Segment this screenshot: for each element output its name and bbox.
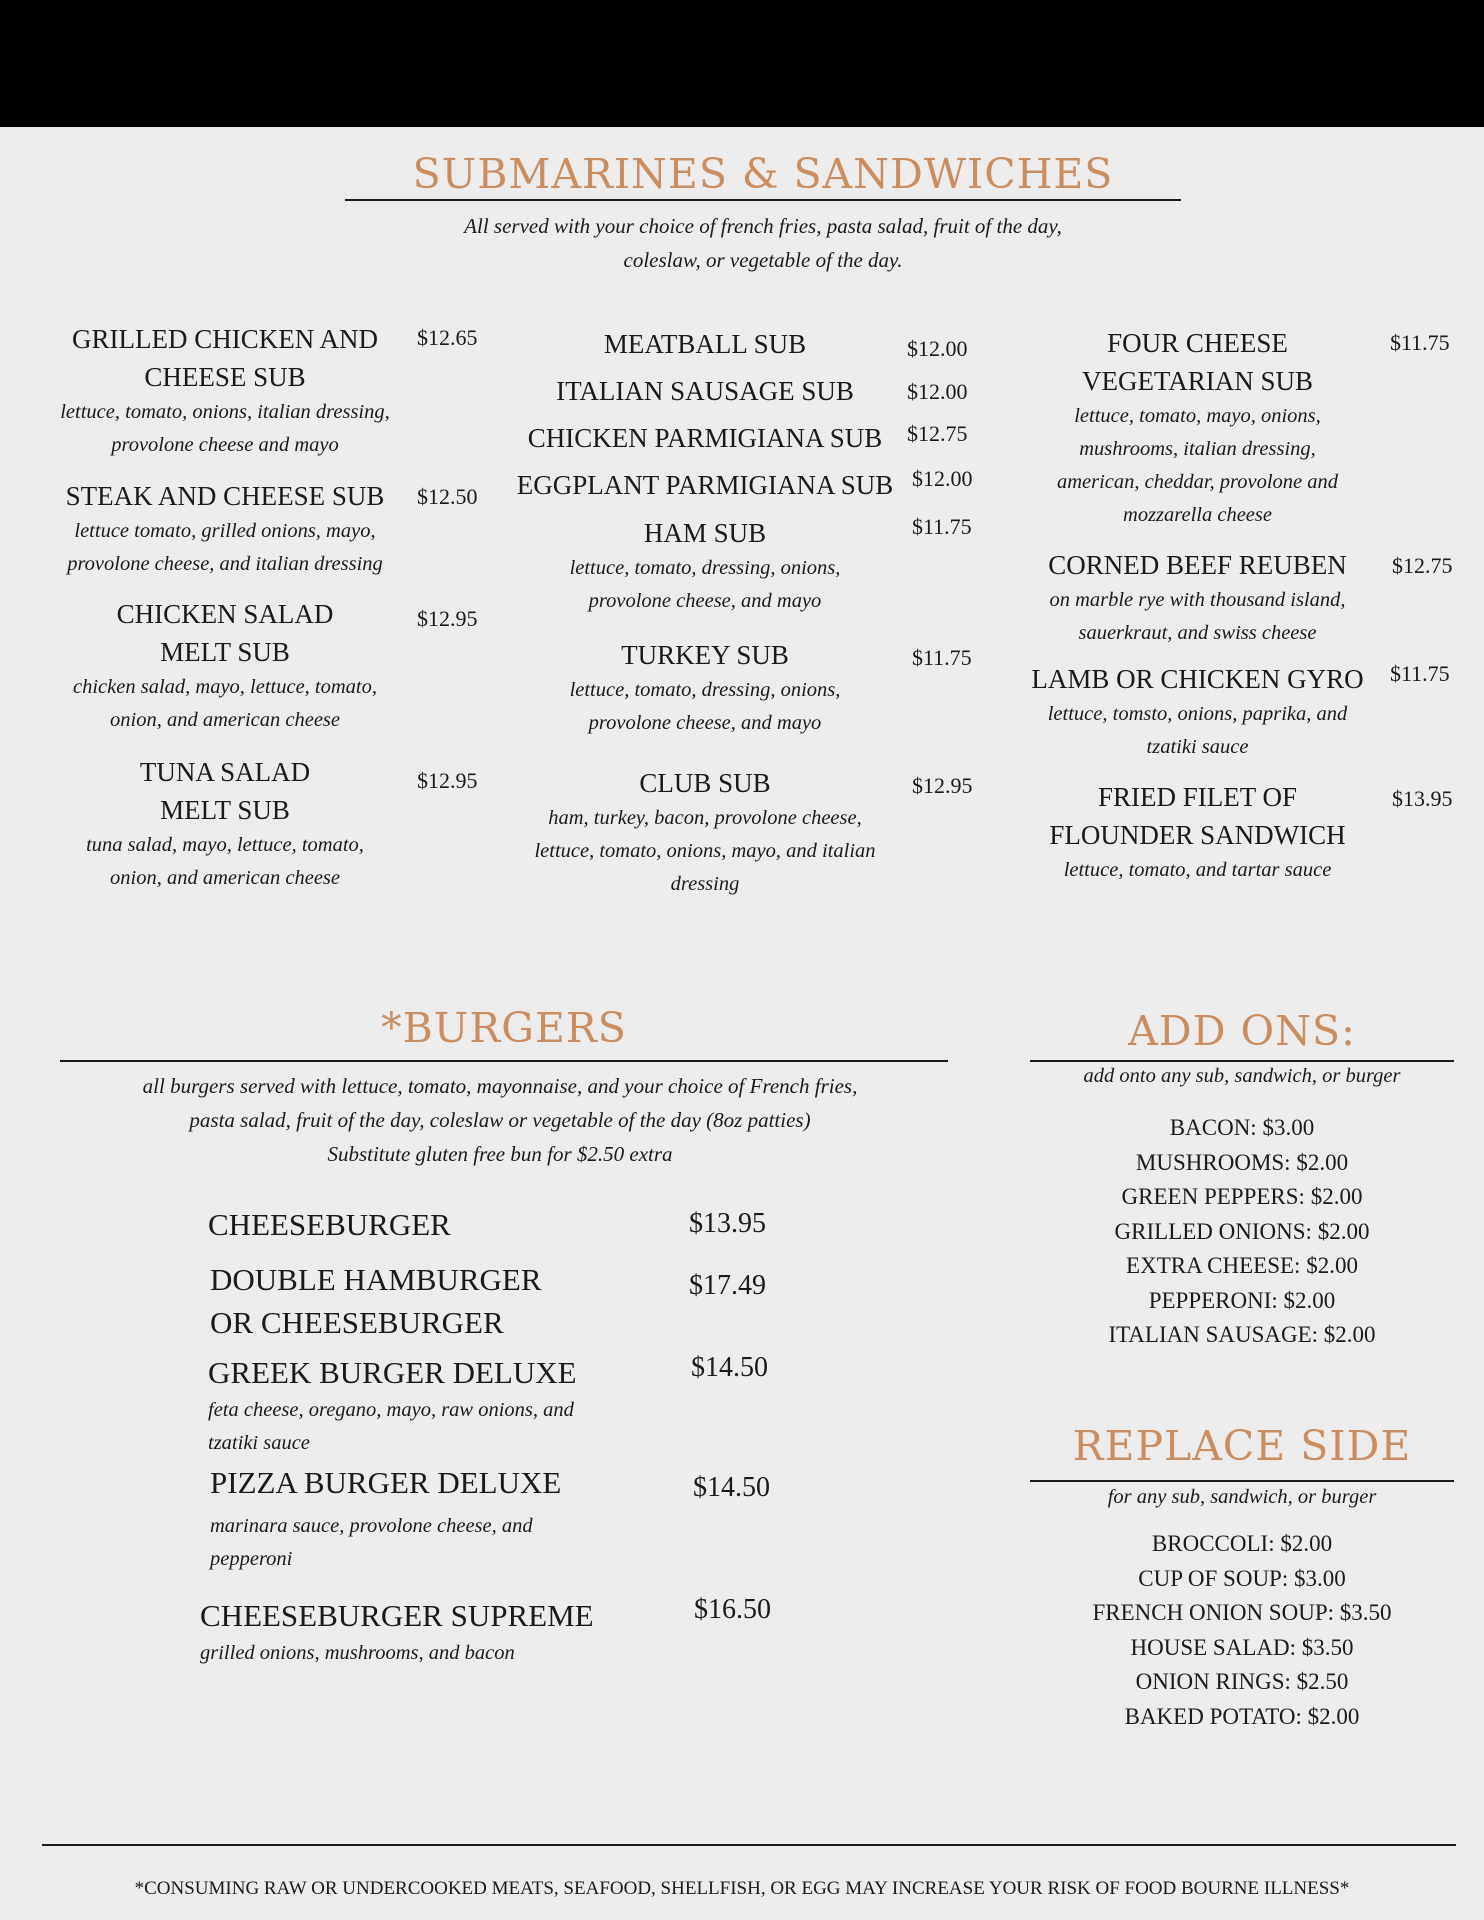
replace-item: HOUSE SALAD: $3.50	[1130, 1634, 1354, 1660]
addon-item: MUSHROOMS: $2.00	[1135, 1149, 1349, 1175]
item-name: FRIED FILET OF FLOUNDER SANDWICH	[1049, 782, 1346, 850]
replace-heading-wrap	[1030, 1422, 1454, 1470]
item-price: $12.50	[417, 484, 478, 509]
addon-item: PEPPERONI: $2.00	[1148, 1287, 1336, 1313]
burgers-heading: *BURGERS	[381, 1004, 627, 1052]
subs-heading-rule	[345, 199, 1181, 201]
item-description: lettuce, tomato, onions, italian dressing, provolone cheese and mayo	[60, 401, 390, 456]
item-description: lettuce, tomato, dressing, onions, provolone cheese, and mayo	[569, 679, 841, 734]
addon-item: ITALIAN SAUSAGE: $2.00	[1108, 1322, 1376, 1347]
menu-item	[505, 764, 905, 901]
menu-item	[30, 753, 420, 895]
item-name: CHICKEN PARMIGIANA SUB	[527, 423, 883, 453]
item-price: $12.95	[417, 606, 478, 631]
menu-item	[505, 466, 905, 504]
item-price: $12.75	[907, 421, 968, 446]
addon-item: EXTRA CHEESE: $2.00	[1126, 1253, 1358, 1278]
replace-heading: REPLACE SIDE	[1072, 1422, 1412, 1470]
subs-section-heading-wrap	[345, 150, 1181, 198]
item-price: $12.00	[907, 336, 968, 361]
item-price: $11.75	[912, 514, 972, 539]
burgers-intro: all burgers served with lettuce, tomato, mayonnaise, and your choice of French fries, pasta salad, fruit of the day, coleslaw or vegetable of the day (8oz patties) Substitute gluten free bun for $2.50 extra	[142, 1074, 858, 1166]
item-name: PIZZA BURGER DELUXE	[210, 1465, 562, 1500]
item-price: $14.50	[691, 1352, 768, 1383]
item-price: $12.65	[417, 325, 478, 350]
addons-heading-wrap	[1030, 1007, 1454, 1055]
burger-item	[210, 1258, 690, 1344]
item-name: STEAK AND CHEESE SUB	[65, 481, 385, 511]
replace-item: BAKED POTATO: $2.00	[1124, 1703, 1360, 1729]
item-price: $12.95	[912, 773, 973, 798]
burger-item	[210, 1461, 690, 1576]
item-description: chicken salad, mayo, lettuce, tomato, onion, and american cheese	[73, 676, 377, 731]
menu-item	[30, 320, 420, 462]
item-name: TUNA SALAD MELT SUB	[139, 757, 311, 825]
item-name: GRILLED CHICKEN AND CHEESE SUB	[72, 324, 378, 392]
addon-item: GREEN PEPPERS: $2.00	[1121, 1184, 1363, 1209]
item-description: lettuce, tomsto, onions, paprika, and tzatiki sauce	[1047, 703, 1348, 758]
item-name: CHEESEBURGER SUPREME	[200, 1598, 594, 1633]
item-description: lettuce, tomato, and tartar sauce	[1063, 859, 1332, 881]
item-name: GREEK BURGER DELUXE	[208, 1355, 577, 1390]
item-price: $14.50	[693, 1472, 770, 1503]
replace-item: FRENCH ONION SOUP: $3.50	[1092, 1600, 1392, 1625]
menu-item	[30, 595, 420, 737]
replace-list	[1030, 1527, 1454, 1734]
footer-rule	[42, 1844, 1456, 1846]
item-name: MEATBALL SUB	[603, 329, 807, 359]
addons-list	[1030, 1111, 1454, 1353]
item-description: lettuce tomato, grilled onions, mayo, provolone cheese, and italian dressing	[67, 520, 383, 575]
menu-item	[1015, 778, 1380, 887]
addon-item: BACON: $3.00	[1169, 1115, 1315, 1140]
item-description: tuna salad, mayo, lettuce, tomato, onion, and american cheese	[86, 834, 364, 889]
item-name: FOUR CHEESE VEGETARIAN SUB	[1081, 328, 1314, 396]
addons-heading: ADD ONS:	[1128, 1007, 1356, 1055]
addons-subtitle: add onto any sub, sandwich, or burger	[1083, 1065, 1401, 1087]
item-description: lettuce, tomato, mayo, onions, mushrooms, italian dressing, american, cheddar, provolone and mozzarella cheese	[1056, 405, 1339, 526]
item-description: marinara sauce, provolone cheese, and pepperoni	[210, 1515, 533, 1570]
item-description: feta cheese, oregano, mayo, raw onions, and tzatiki sauce	[208, 1399, 574, 1454]
item-description: lettuce, tomato, dressing, onions, provolone cheese, and mayo	[569, 557, 841, 612]
item-name: EGGPLANT PARMIGIANA SUB	[516, 470, 894, 500]
item-name: CHEESEBURGER	[208, 1207, 451, 1242]
item-price: $11.75	[1390, 661, 1450, 686]
item-name: CHICKEN SALAD MELT SUB	[116, 599, 334, 667]
item-price: $16.50	[694, 1594, 771, 1625]
menu-item	[505, 419, 905, 457]
replace-subtitle: for any sub, sandwich, or burger	[1107, 1486, 1377, 1508]
menu-item	[1015, 324, 1380, 532]
menu-item	[1015, 660, 1380, 764]
replace-item: BROCCOLI: $2.00	[1151, 1531, 1333, 1556]
burgers-heading-rule	[60, 1060, 948, 1062]
burger-item	[208, 1203, 688, 1246]
menu-item	[505, 325, 905, 363]
item-description: on marble rye with thousand island, sauerkraut, and swiss cheese	[1049, 589, 1346, 644]
burgers-heading-wrap	[60, 1004, 948, 1052]
item-price: $12.75	[1392, 553, 1453, 578]
item-name: ITALIAN SAUSAGE SUB	[556, 376, 854, 406]
menu-item	[30, 477, 420, 581]
item-name: CLUB SUB	[639, 768, 771, 798]
item-description: grilled onions, mushrooms, and bacon	[200, 1642, 515, 1664]
item-price: $12.95	[417, 768, 478, 793]
header-bar	[0, 0, 1484, 127]
item-price: $11.75	[912, 645, 972, 670]
item-price: $13.95	[689, 1208, 766, 1239]
addon-item: GRILLED ONIONS: $2.00	[1114, 1218, 1370, 1244]
item-name: CORNED BEEF REUBEN	[1048, 550, 1347, 580]
subs-intro: All served with your choice of french fries, pasta salad, fruit of the day, coleslaw, or vegetable of the day.	[464, 214, 1062, 272]
burger-item	[200, 1594, 690, 1670]
item-description: ham, turkey, bacon, provolone cheese, lettuce, tomato, onions, mayo, and italian dressing	[534, 807, 876, 895]
menu-item	[505, 514, 905, 618]
item-price: $12.00	[912, 466, 973, 491]
item-price: $17.49	[689, 1270, 766, 1301]
menu-item	[1015, 546, 1380, 650]
menu-item	[505, 636, 905, 740]
subs-heading: SUBMARINES & SANDWICHES	[412, 150, 1114, 198]
item-name: TURKEY SUB	[621, 640, 789, 670]
burger-item	[208, 1351, 688, 1460]
footer-disclaimer: *CONSUMING RAW OR UNDERCOOKED MEATS, SEAFOOD, SHELLFISH, OR EGG MAY INCREASE YOUR RISK OF FOOD BOURNE ILLNESS*	[134, 1878, 1350, 1899]
item-price: $13.95	[1392, 786, 1453, 811]
item-name: LAMB OR CHICKEN GYRO	[1031, 664, 1364, 694]
item-price: $11.75	[1390, 330, 1450, 355]
replace-item: ONION RINGS: $2.50	[1135, 1669, 1349, 1694]
item-name: HAM SUB	[643, 518, 767, 548]
item-name: DOUBLE HAMBURGER OR CHEESEBURGER	[210, 1262, 542, 1340]
item-price: $12.00	[907, 379, 968, 404]
menu-item	[505, 372, 905, 410]
replace-item: CUP OF SOUP: $3.00	[1138, 1565, 1346, 1591]
